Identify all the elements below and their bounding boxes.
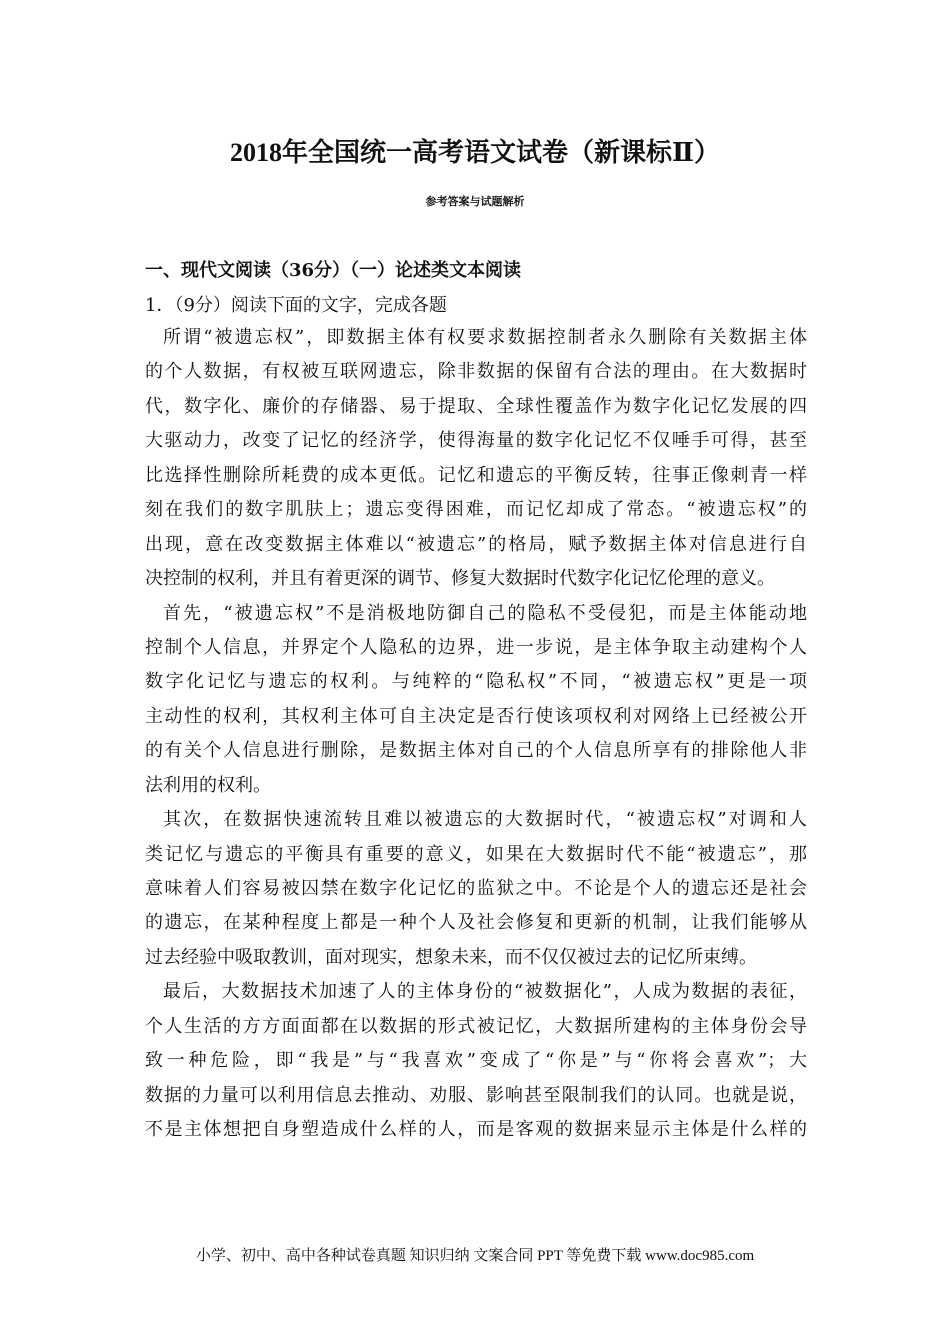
paragraph-line: 控制个人信息，并界定个人隐私的边界，进一步说，是主体争取主动建构个人 (145, 636, 807, 658)
paragraph-line: 最后，大数据技术加速了人的主体身份的“被数据化”，人成为数据的表征， (163, 981, 807, 1003)
paragraph-line: 的有关个人信息进行删除，是数据主体对自己的个人信息所享有的排除他人非 (145, 740, 807, 762)
paragraph-line: 数字化记忆与遗忘的权利。与纯粹的“隐私权”不同，“被遗忘权”更是一项 (145, 671, 807, 693)
paragraph-line: 法利用的权利。 (145, 774, 271, 796)
paragraph-line: 出现，意在改变数据主体难以“被遗忘”的格局，赋予数据主体对信息进行自 (145, 533, 807, 555)
paragraph-line: 大驱动力，改变了记忆的经济学，使得海量的数字化记忆不仅唾手可得，甚至 (145, 430, 807, 452)
paragraph-line: 意味着人们容易被囚禁在数字化记忆的监狱之中。不论是个人的遗忘还是社会 (145, 878, 807, 899)
paragraph-line: 的个人数据，有权被互联网遗忘，除非数据的保留有合法的理由。在大数据时 (145, 361, 807, 383)
paragraph-line: 决控制的权利，并且有着更深的调节、修复大数据时代数字化记忆伦理的意义。 (145, 568, 775, 590)
paragraph-line: 刻在我们的数字肌肤上；遗忘变得困难，而记忆却成了常态。“被遗忘权”的 (145, 499, 807, 521)
document-title: 2018年全国统一高考语文试卷（新课标Ⅱ） (230, 138, 720, 167)
paragraph-line: 数据的力量可以利用信息去推动、劝服、影响甚至限制我们的认同。也就是说， (145, 1084, 807, 1106)
question-prompt: 1．（9分）阅读下面的文字，完成各题 (145, 295, 447, 316)
paragraph-line: 类记忆与遗忘的平衡具有重要的意义，如果在大数据时代不能“被遗忘”，那 (145, 843, 807, 865)
paragraph-line: 首先，“被遗忘权”不是消极地防御自己的隐私不受侵犯，而是主体能动地 (163, 602, 807, 624)
paragraph-line: 主动性的权利，其权利主体可自主决定是否行使该项权利对网络上已经被公开 (145, 705, 807, 727)
page-footer: 小学、初中、高中各种试卷真题 知识归纳 文案合同 PPT 等免费下载 www.doc985.com (195, 1248, 755, 1264)
section-heading: 一、现代文阅读（36分）（一）论述类文本阅读 (145, 260, 522, 281)
passage-body (145, 321, 807, 1148)
paragraph-line: 所谓“被遗忘权”，即数据主体有权要求数据控制者永久删除有关数据主体 (163, 327, 807, 348)
paragraph-line: 不是主体想把自身塑造成什么样的人，而是客观的数据来显示主体是什么样的 (145, 1119, 807, 1141)
paragraph-line: 的遗忘，在某种程度上都是一种个人及社会修复和更新的机制，让我们能够从 (145, 912, 807, 934)
paragraph-line: 个人生活的方方面面都在以数据的形式被记忆，大数据所建构的主体身份会导 (145, 1015, 807, 1037)
document-subtitle: 参考答案与试题解析 (425, 195, 525, 208)
paragraph-line: 比选择性删除所耗费的成本更低。记忆和遗忘的平衡反转，往事正像刺青一样 (145, 464, 807, 486)
paragraph-line: 其次，在数据快速流转且难以被遗忘的大数据时代，“被遗忘权”对调和人 (163, 809, 807, 831)
paragraph-line: 致一种危险，即“我是”与“我喜欢”变成了“你是”与“你将会喜欢”；大 (145, 1050, 807, 1072)
paragraph-line: 过去经验中吸取教训，面对现实，想象未来，而不仅仅被过去的记忆所束缚。 (145, 946, 757, 968)
paragraph-line: 代，数字化、廉价的存储器、易于提取、全球性覆盖作为数字化记忆发展的四 (145, 395, 807, 417)
